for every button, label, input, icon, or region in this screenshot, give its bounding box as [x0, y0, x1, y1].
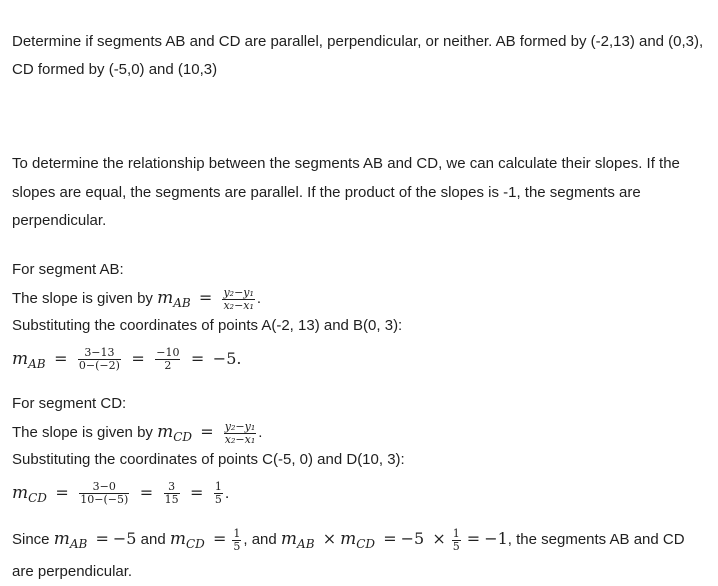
slope-subscript: CD: [185, 537, 205, 551]
slope-subscript: AB: [173, 296, 191, 310]
equals-sign: =: [139, 483, 154, 502]
fraction-denominator: x₂−x₁: [223, 298, 254, 312]
slope-symbol: m: [157, 288, 174, 308]
answer-intro: To determine the relationship between the segments AB and CD, we can calculate their slopes. If the slopes are equal, the segments are parallel. If the product of the slopes is -1, the segments are perpendicular.: [12, 155, 680, 229]
calc-fraction-1: [79, 481, 129, 506]
fraction-numerator: 1: [452, 526, 460, 540]
fraction-numerator: 3: [168, 480, 176, 494]
slope-symbol: m: [12, 349, 29, 369]
period: .: [224, 485, 230, 502]
slope-result: −5.: [212, 349, 242, 368]
equals-sign: =: [383, 529, 397, 548]
slope-symbol: m: [169, 529, 186, 549]
segment-cd-slope-formula: [12, 418, 706, 446]
calc-fraction-1: [78, 347, 121, 372]
assistant-answer: [12, 150, 706, 236]
slope-subscript: AB: [28, 357, 46, 371]
equals-sign: =: [200, 422, 214, 441]
cd-slope-fraction: [232, 528, 241, 553]
fraction-numerator: y₂−y₁: [223, 285, 254, 299]
calc-fraction-2: [164, 481, 180, 506]
period: .: [258, 424, 263, 441]
slope-symbol: m: [280, 529, 298, 549]
fraction-numerator: −10: [156, 346, 180, 360]
slope-symbol: m: [340, 529, 357, 549]
segment-cd-calculation: [12, 474, 706, 512]
segment-ab-heading: For segment AB:: [12, 261, 124, 278]
equals-sign: =: [131, 349, 145, 368]
segment-ab-calculation: [12, 340, 706, 378]
times-sign: ×: [322, 529, 337, 548]
segment-ab-substitution: Substituting the coordinates of points A(-2, 13) and B(0, 3):: [12, 317, 403, 334]
fraction-numerator: 3−13: [84, 346, 115, 360]
conclusion-and: and: [140, 531, 166, 548]
slope-subscript: AB: [297, 537, 315, 551]
slope-symbol: m: [53, 529, 70, 549]
slope-prefix: The slope is given by: [12, 290, 153, 307]
equals-sign: =: [55, 483, 69, 502]
segment-cd-heading: For segment CD:: [12, 395, 127, 412]
slope-symbol: m: [12, 483, 29, 503]
slope-subscript: CD: [28, 491, 47, 505]
fraction-denominator: 5: [233, 539, 241, 553]
conclusion: [12, 525, 706, 586]
slope-formula-fraction: [222, 287, 254, 312]
product-fraction: [452, 528, 461, 553]
equals-sign: =: [198, 288, 213, 307]
ab-slope-value: −5: [112, 529, 137, 548]
slope-subscript: AB: [69, 537, 88, 551]
slope-symbol: m: [157, 422, 174, 442]
equals-sign: =: [466, 529, 481, 548]
fraction-denominator: 0−(−2): [78, 359, 120, 373]
slope-subscript: CD: [356, 537, 376, 551]
equals-sign: =: [212, 529, 227, 548]
product-result: −1: [484, 529, 508, 548]
user-question: Determine if segments AB and CD are parallel, perpendicular, or neither. AB formed by (-2,13) and (0,3), CD formed by (-5,0) and (10,3): [12, 33, 704, 78]
fraction-denominator: 5: [452, 539, 460, 553]
segment-cd-section: [12, 390, 706, 512]
fraction-numerator: y₂−y₁: [224, 419, 256, 433]
calc-fraction-3: [214, 481, 223, 506]
fraction-numerator: 1: [233, 526, 241, 540]
fraction-numerator: 3−0: [92, 480, 116, 494]
period: .: [256, 290, 262, 307]
slope-prefix: The slope is given by: [12, 424, 153, 441]
equals-sign: =: [190, 483, 204, 502]
equals-sign: =: [95, 529, 109, 548]
fraction-denominator: 15: [164, 493, 179, 507]
product-lhs: −5: [400, 529, 425, 548]
conclusion-tail: , the segments AB and CD are perpendicular.: [12, 531, 685, 580]
segment-cd-substitution: Substituting the coordinates of points C(-5, 0) and D(10, 3):: [12, 451, 405, 468]
conclusion-and-2: , and: [243, 531, 277, 548]
slope-subscript: CD: [173, 430, 193, 444]
segment-ab-slope-formula: [12, 284, 706, 312]
equals-sign: =: [54, 349, 68, 368]
conclusion-since: Since: [12, 531, 50, 548]
fraction-denominator: 5: [214, 493, 222, 507]
times-sign: ×: [432, 529, 446, 548]
fraction-numerator: 1: [214, 480, 222, 494]
fraction-denominator: 10−(−5): [80, 493, 129, 507]
calc-fraction-2: [155, 347, 180, 372]
fraction-denominator: x₂−x₁: [224, 432, 256, 446]
equals-sign: =: [190, 349, 205, 368]
segment-ab-section: [12, 256, 706, 378]
slope-formula-fraction: [224, 421, 256, 446]
fraction-denominator: 2: [155, 359, 180, 372]
